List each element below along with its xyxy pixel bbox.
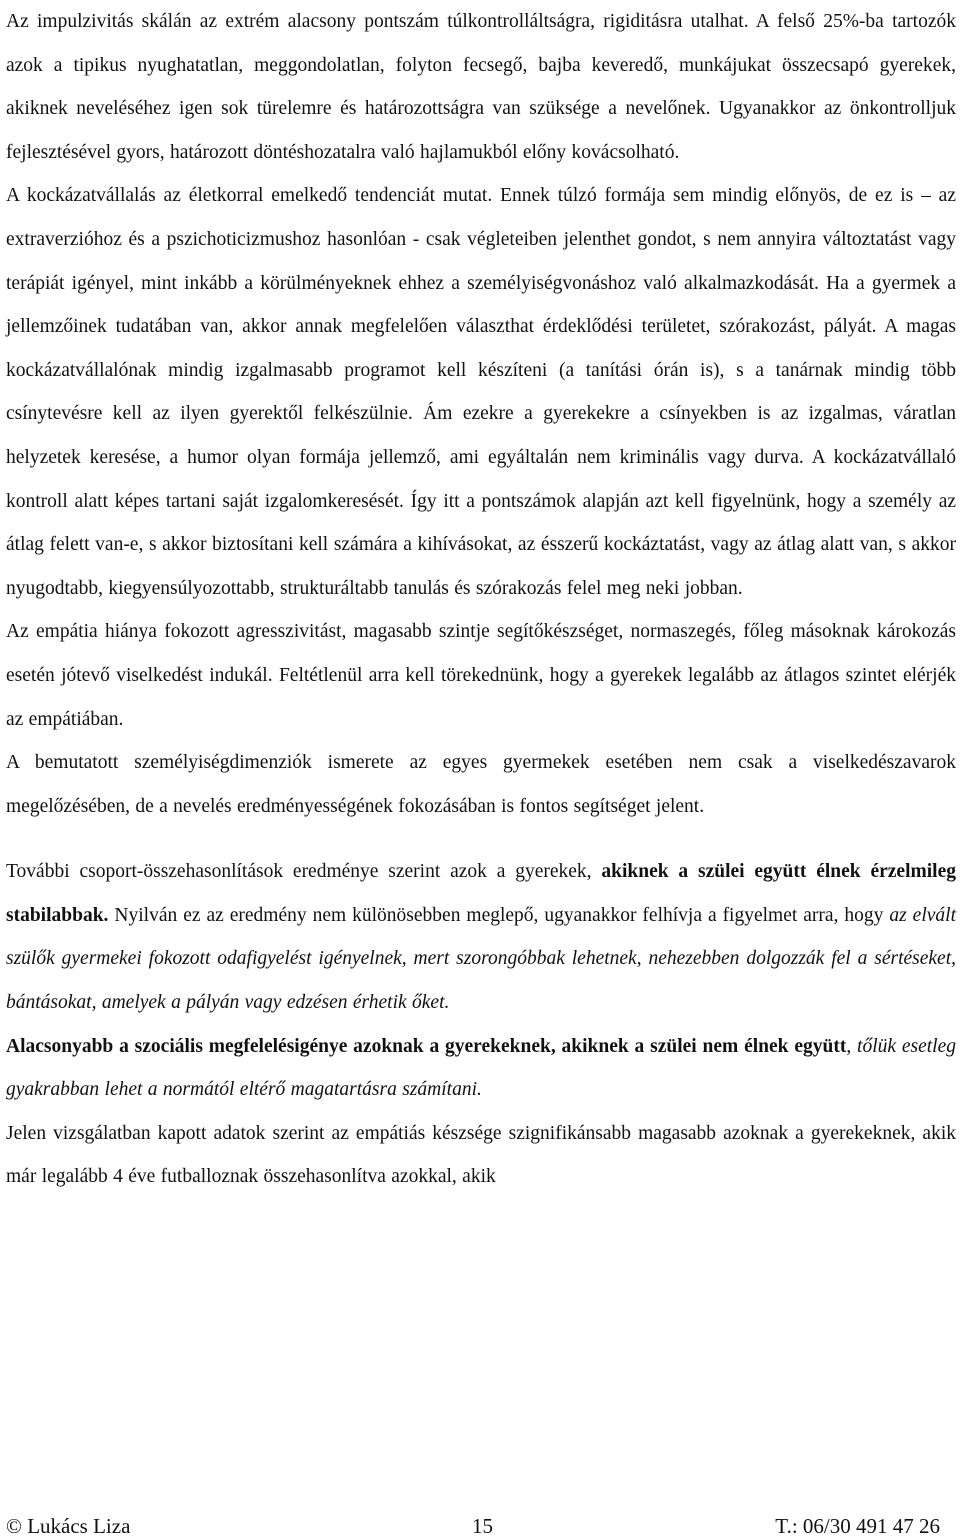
paragraph-empathy: Az empátia hiánya fokozott agresszivitást, magasabb szintje segítőkészséget, normaszegés, főleg másoknak károkozás esetén jótevő viselkedést indukál. Feltétlenül arra kell törekednünk, hogy a gyerekek legalább az átlagos szintet elérjék az empátiában. — [6, 621, 956, 730]
paragraph-dimensions: A bemutatott személyiségdimenziók ismerete az egyes gyermekek esetében nem csak a viselkedészavarok megelőzésében, de a nevelés eredményességének fokozásában is fontos segítséget jelent. — [6, 752, 956, 817]
text-italic: tőlük esetleg gyakrabban lehet a normától eltérő magatartásra számítani. — [6, 1035, 957, 1101]
text-bold: akiknek a szülei együtt élnek érzelmileg stabilabbak. — [6, 861, 956, 926]
paragraph-risk-taking: A kockázatvállalás az életkorral emelkedő tendenciát mutat. Ennek túlzó formája sem mindig előnyös, de ez is – az extraverzióhoz és a pszichoticizmushoz hasonlóan - csak végleteiben jelenthet gondot, s nem annyira változtatást vagy terápiát igényel, mint inkább a körülményeknek ehhez a személyiségvonáshoz való alkalmazkodását. Ha a gyermek a jellemzőinek tudatában van, akkor annak megfelelően választhat érdeklődési területet, szórakozást, pályát. A magas kockázatvállalónak mindig izgalmasabb programot kell készíteni (a tanítási órán is), s a tanárnak mindig több csínytevésre kell az ilyen gyerektől felkészülnie. Ám ezekre a gyerekekre a csínyekben is az izgalmas, váratlan helyzetek keresése, a humor olyan formája jellemző, ami egyáltalán nem kriminális vagy durva. A kockázatvállaló kontroll alatt képes tartani saját izgalomkeresését. Így itt a pontszámok alapján azt kell figyelnünk, hogy a személy az átlag felett van-e, s akkor biztosítani kell számára a kihívásokat, az ésszerű kockáztatást, vagy az átlag alatt van, s akkor nyugodtabb, kiegyensúlyozottabb, strukturáltabb tanulás és szórakozás felel meg neki jobban. — [6, 185, 956, 599]
paragraph-impulsivity: Az impulzivitás skálán az extrém alacsony pontszám túlkontrolláltságra, rigiditásra utalhat. A felső 25%-ba tartozók azok a tipikus nyughatatlan, meggondolatlan, folyton fecsegő, bajba keveredő, munkájukat összecsapó gyerekek, akiknek neveléséhez igen sok türelemre és határozottságra van szüksége a nevelőnek. Ugyanakkor az önkontrolljuk fejlesztésével gyors, határozott döntéshozatalra való hajlamukból előny kovácsolható. — [6, 11, 956, 163]
paragraph-group-comparisons — [6, 850, 956, 1024]
text-normal: További csoport-összehasonlítások eredménye szerint azok a gyerekek, — [6, 861, 602, 883]
text-normal: Nyilván ez az eredmény nem különösebben meglepő, ugyanakkor felhívja a figyelmet arra, hogy — [108, 904, 890, 926]
page-footer — [6, 1512, 940, 1540]
footer-author: © Lukács Liza — [6, 1514, 131, 1538]
paragraph-empathy-football: Jelen vizsgálatban kapott adatok szerint az empátiás készsége szignifikánsabb magasabb azoknak a gyerekeknek, akik már legalább 4 éve futballoznak összehasonlítva azokkal, akik — [6, 1122, 956, 1188]
footer-page-number: 15 — [472, 1514, 493, 1538]
document-page — [6, 0, 956, 1199]
text-bold: Alacsonyabb a szociális megfelelésigénye azoknak a gyerekeknek, akiknek a szülei nem élnek együtt — [6, 1035, 847, 1057]
footer-phone: T.: 06/30 491 47 26 — [775, 1514, 940, 1538]
text-italic: az elvált szülők gyermekei fokozott odafigyelést igényelnek, mert szorongóbbak lehetnek, nehezebben dolgozzák fel a sértéseket, bántásokat, amelyek a pályán vagy edzésen érhetik őket. — [6, 904, 956, 1014]
text-normal: , — [846, 1035, 858, 1057]
paragraph-social-conformity — [6, 1025, 956, 1112]
